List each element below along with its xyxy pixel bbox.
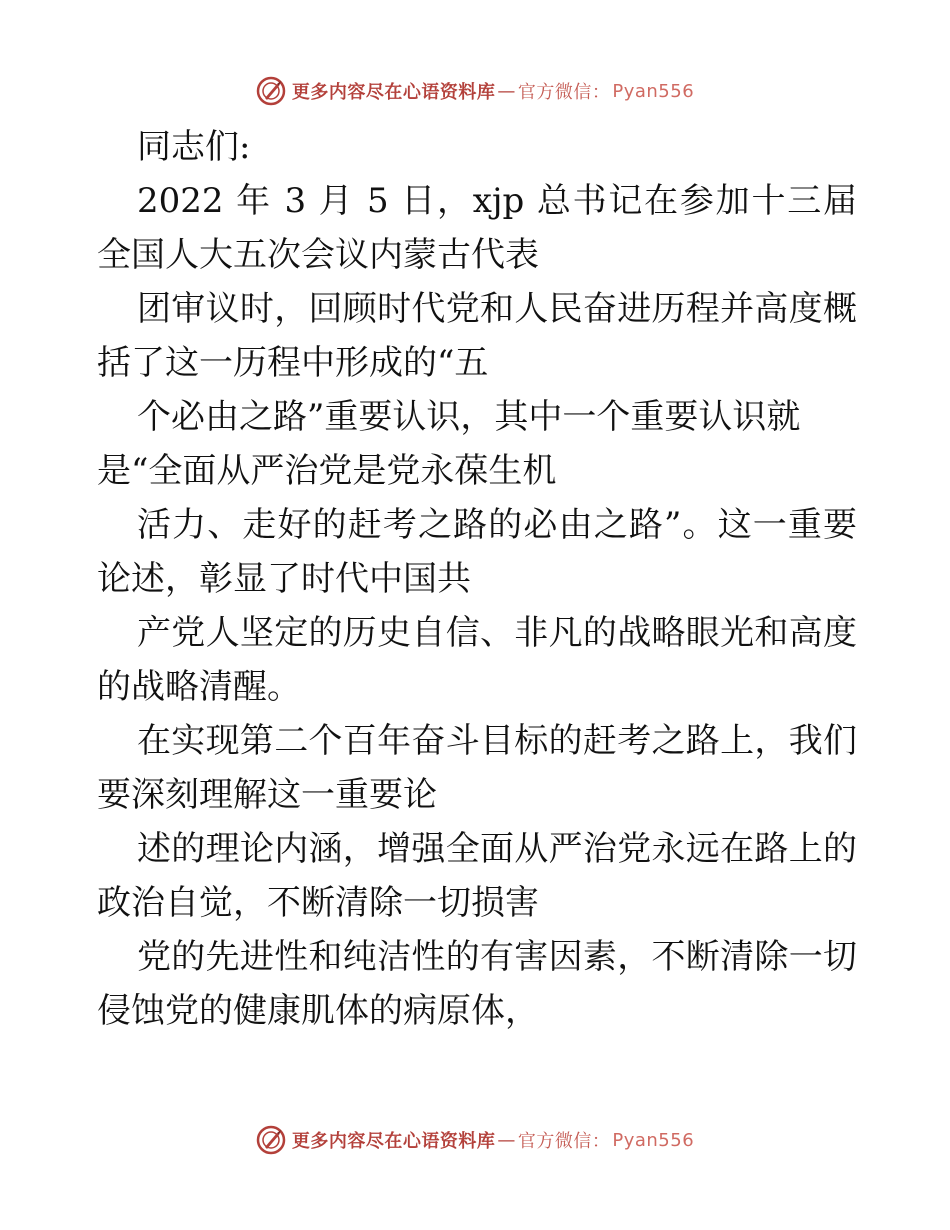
body-line: 侵蚀党的健康肌体的病原体，: [97, 991, 539, 1031]
body-line: 在实现第二个百年奋斗目标的赶考之路上，我们: [137, 721, 857, 761]
body-line: 党的先进性和纯洁性的有害因素，不断清除一切: [137, 937, 857, 977]
body-line: 的战略清醒。: [97, 667, 301, 707]
header-wechat-label: 官方微信：: [517, 82, 611, 103]
body-line: 产党人坚定的历史自信、非凡的战略眼光和高度: [137, 613, 857, 653]
header-wechat-id: Pyan556: [612, 80, 695, 102]
footer-wechat-label: 官方微信：: [517, 1131, 611, 1152]
body-line: 2022 年 3 月 5 日，xjp 总书记在参加十三届: [137, 181, 857, 221]
header-site-text: 更多内容尽在心语资料库: [291, 82, 496, 103]
body-line: 全国人大五次会议内蒙古代表: [97, 235, 539, 275]
body-line: 个必由之路”重要认识，其中一个重要认识就: [137, 397, 801, 437]
footer-separator: —: [497, 1129, 516, 1151]
body-line: 团审议时，回顾时代党和人民奋进历程并高度概: [137, 289, 857, 329]
header-banner: [0, 71, 950, 111]
body-line: 述的理论内涵，增强全面从严治党永远在路上的: [137, 829, 857, 869]
body-line: 是“全面从严治党是党永葆生机: [97, 451, 557, 491]
body-line: 活力、走好的赶考之路的必由之路”。这一重要: [137, 505, 857, 545]
body-line: 要深刻理解这一重要论: [97, 775, 437, 815]
quill-logo-icon: [256, 1125, 286, 1155]
footer-site-text: 更多内容尽在心语资料库: [291, 1131, 496, 1152]
footer-wechat-id: Pyan556: [612, 1129, 695, 1151]
document-body: [97, 120, 857, 1038]
body-line: 论述，彰显了时代中国共: [97, 559, 471, 599]
body-line: 括了这一历程中形成的“五: [97, 343, 489, 383]
footer-banner: [0, 1120, 950, 1160]
body-line: 同志们:: [137, 127, 251, 167]
body-line: 政治自觉，不断清除一切损害: [97, 883, 539, 923]
header-separator: —: [497, 80, 516, 102]
quill-logo-icon: [256, 76, 286, 106]
